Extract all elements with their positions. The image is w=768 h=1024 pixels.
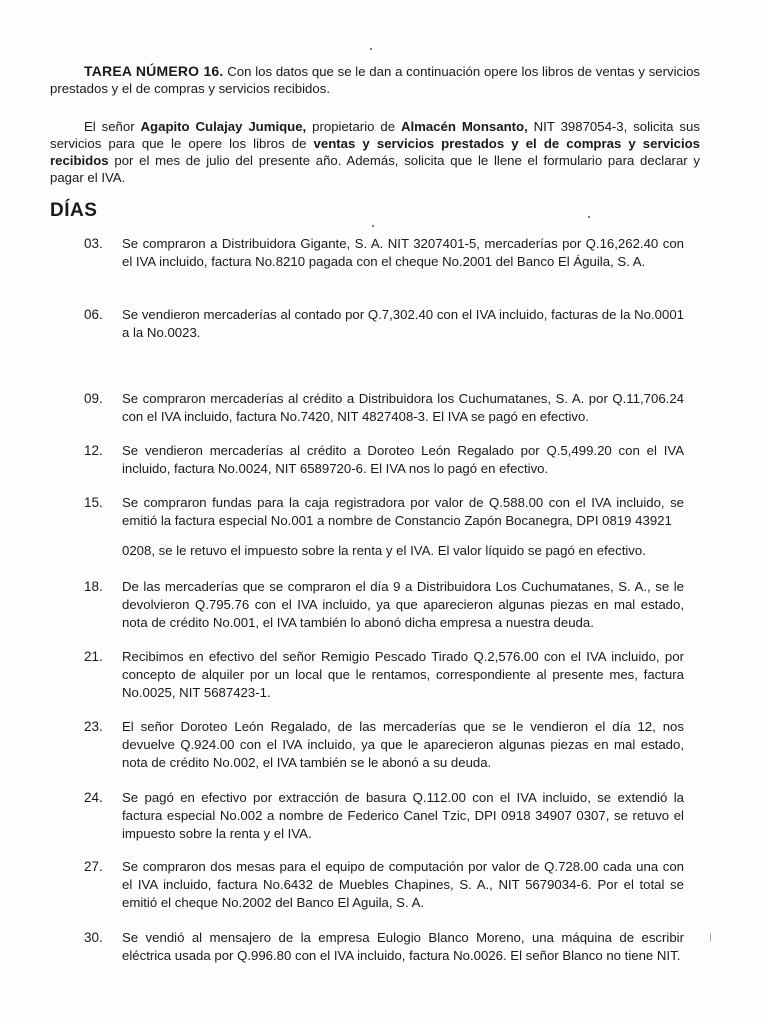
scan-speck: [372, 225, 374, 227]
entry-day-12: [84, 442, 684, 478]
entry-text: Se vendió al mensajero de la empresa Eulogio Blanco Moreno, una máquina de escribir eléctrica usada por Q.996.80 con el IVA incluido, factura No.0026. El señor Blanco no tiene NIT.: [122, 930, 684, 963]
store-name: Almacén Monsanto,: [400, 119, 528, 134]
entry-day-06: [84, 306, 684, 342]
entry-day: 24.: [84, 790, 103, 805]
entry-day-03: [84, 235, 684, 271]
intro-p2-b: propietario de: [312, 119, 396, 134]
entry-day: 12.: [84, 443, 103, 458]
task-title: TAREA NÚMERO 16.: [84, 63, 224, 79]
entry-day: 06.: [84, 307, 103, 322]
scan-speck: [370, 48, 372, 50]
entry-day-21: [84, 648, 684, 702]
entry-day: 21.: [84, 649, 103, 664]
books-name: ventas y servicios prestados y el de compras y servicios recibidos: [50, 136, 700, 168]
entry-day-24: [84, 789, 684, 843]
entry-text: Se compraron dos mesas para el equipo de computación por valor de Q.728.00 cada una con el IVA incluido, factura No.6432 de Muebles Chapines, S. A., NIT 5679034-6. Por el total se emitió el cheque No.2002 del Banco El Aguila, S. A.: [122, 859, 684, 910]
entry-text-continued: 0208, se le retuvo el impuesto sobre la renta y el IVA. El valor líquido se pagó en efectivo.: [122, 543, 646, 558]
entry-text: Se compraron a Distribuidora Gigante, S. A. NIT 3207401-5, mercaderías por Q.16,262.40 con el IVA incluido, factura No.8210 pagada con el cheque No.2001 del Banco El Águila, S. A.: [122, 236, 684, 269]
scan-mark: [710, 932, 711, 942]
entry-day: 23.: [84, 719, 103, 734]
intro-p2-d: por el mes de julio del presente año. Además, solicita que le llene el formulario para declarar y pagar el IVA.: [50, 153, 700, 185]
entry-text: Recibimos en efectivo del señor Remigio Pescado Tirado Q.2,576.00 con el IVA incluido, por concepto de alquiler por un local que le rentamos, correspondiente al presente mes, factura No.0025, NIT 5687423-1.: [122, 649, 684, 700]
owner-name: Agapito Culajay Jumique,: [140, 119, 307, 134]
intro-p2-c: NIT 3987054-3, solicita sus servicios para que le opere los libros de: [50, 119, 700, 151]
intro-p2-a: El señor: [84, 119, 135, 134]
entry-day-18: [84, 578, 684, 632]
entry-day-23: [84, 718, 684, 772]
intro-p1-text: Con los datos que se le dan a continuación opere los libros de ventas y servicios prestados y el de compras y servicios recibidos.: [50, 64, 700, 96]
entry-text: Se compraron mercaderías al crédito a Distribuidora los Cuchumatanes, S. A. por Q.11,706.24 con el IVA incluido, factura No.7420, NIT 4827408-3. El IVA se pagó en efectivo.: [122, 391, 684, 424]
entry-text: Se pagó en efectivo por extracción de basura Q.112.00 con el IVA incluido, se extendió la factura especial No.002 a nombre de Federico Canel Tzic, DPI 0918 34907 0307, se retuvo el impuesto sobre la renta y el IVA.: [122, 790, 684, 841]
entry-text: El señor Doroteo León Regalado, de las mercaderías que se le vendieron el día 12, nos devuelve Q.924.00 con el IVA incluido, ya que le aparecieron algunas piezas en mal estado, nota de crédito No.002, el IVA también se le abonó a su deuda.: [122, 719, 684, 770]
entry-day-30: [84, 929, 684, 965]
entry-day: 30.: [84, 930, 103, 945]
entry-day: 03.: [84, 236, 103, 251]
days-heading: DÍAS: [50, 200, 98, 221]
entry-text: Se vendieron mercaderías al crédito a Doroteo León Regalado por Q.5,499.20 con el IVA incluido, factura No.0024, NIT 6589720-6. El IVA nos lo pagó en efectivo.: [122, 443, 684, 476]
entry-day: 18.: [84, 579, 103, 594]
entry-text: Se vendieron mercaderías al contado por Q.7,302.40 con el IVA incluido, facturas de la No.0001 a la No.0023.: [122, 307, 684, 340]
scan-speck: [588, 216, 590, 218]
entry-day-27: [84, 858, 684, 912]
entry-text: De las mercaderías que se compraron el día 9 a Distribuidora Los Cuchumatanes, S. A., se le devolvieron Q.795.76 con el IVA incluido, ya que aparecieron algunas piezas en mal estado, nota de crédito No.001, el IVA también lo abonó dicha empresa a nuestra deuda.: [122, 579, 684, 630]
entry-day-09: [84, 390, 684, 426]
intro-paragraph-2: [50, 118, 700, 186]
entry-text: Se compraron fundas para la caja registradora por valor de Q.588.00 con el IVA incluido, se emitió la factura especial No.001 a nombre de Constancio Zapón Bocanegra, DPI 0819 43921: [122, 495, 684, 528]
entry-day: 09.: [84, 391, 103, 406]
entry-day: 27.: [84, 859, 103, 874]
intro-paragraph-1: [50, 63, 700, 97]
entry-day-15: [84, 494, 684, 560]
entry-day: 15.: [84, 495, 103, 510]
